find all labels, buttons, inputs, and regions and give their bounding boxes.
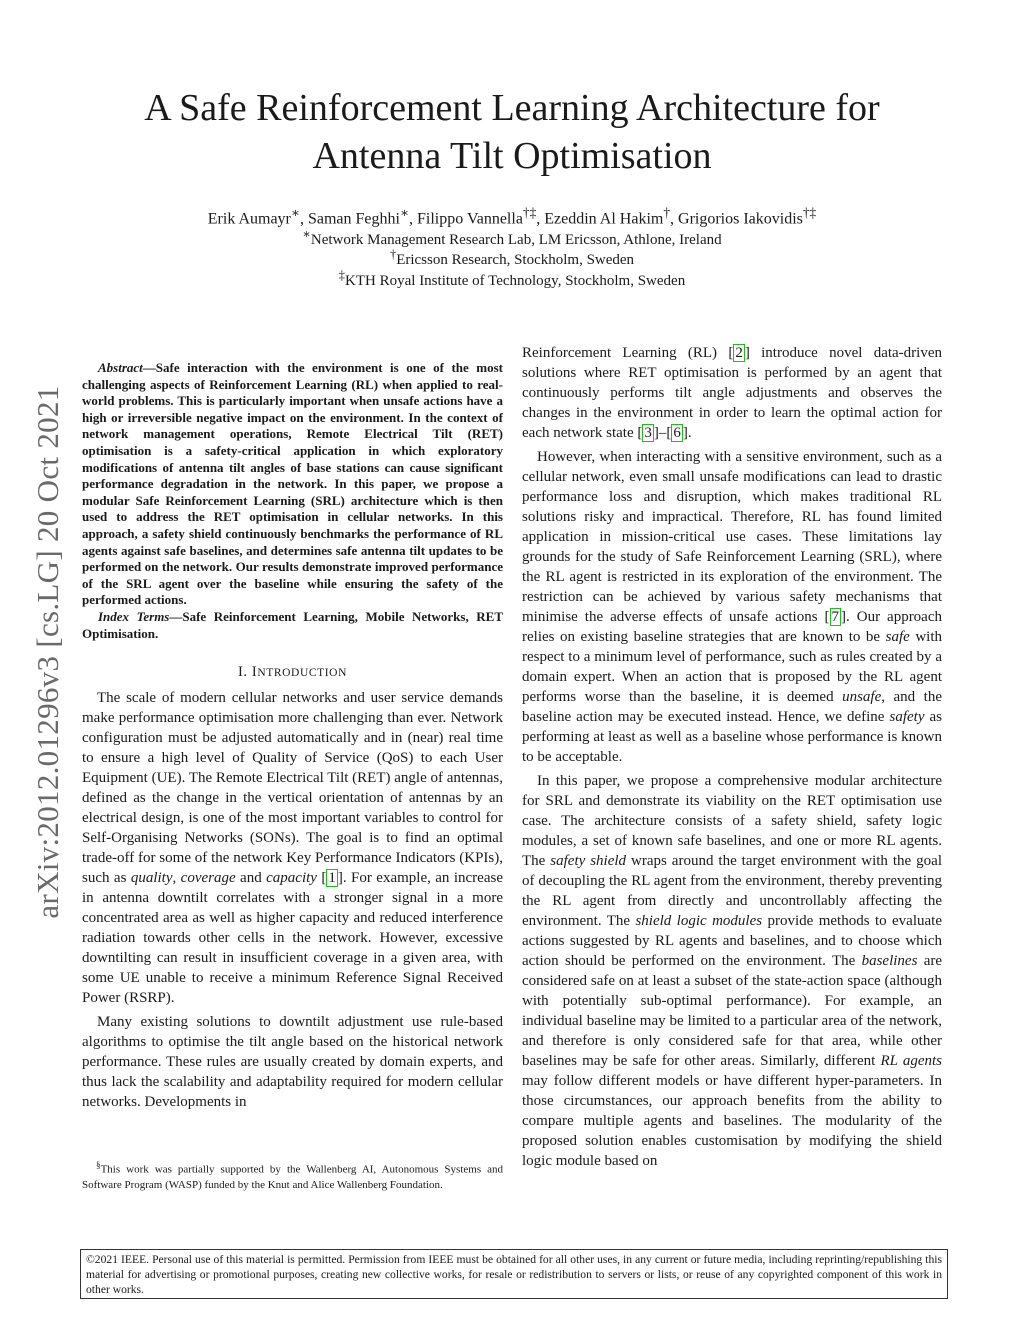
text-run: In this paper, we propose a comprehensive modular architecture for SRL and demonstrate its viability on the RET optimisation use case. The architecture consists of a safety shield, safety logic modules, a set of known safe baselines, and one or more RL agents. The	[522, 773, 942, 869]
text-run: –	[658, 425, 667, 441]
author-name: Erik Aumayr	[207, 210, 291, 228]
text-run: Reinforcement Learning (RL)	[522, 345, 729, 361]
author-mark: ∗	[399, 205, 409, 220]
affiliation-mark: ‡	[338, 268, 346, 282]
text-run-italic: RL agents	[880, 1053, 942, 1069]
author-mark: †‡	[802, 205, 817, 220]
author-name: Ezeddin Al Hakim	[544, 210, 664, 228]
text-run-italic: quality	[130, 870, 173, 887]
text-run-italic: safe	[885, 629, 910, 645]
text-run: , and the baseline action may be executed instead. Hence, we define	[522, 689, 943, 725]
paragraph: The scale of modern cellular networks and user service demands make performance optimisation more challenging than ever. Network configuration must be adjusted automatically and in (near) real time to ensure a high level of Quality of Service (QoS) to each User Equipment (UE). The Remote Electrical Tilt (RET) angle of antennas, defined as the change in the vertical orientation of antennas by an electrical design, is one of the most important variables to control for Self-Organising Networks (SONs). The goal is to find an optimal trade-off for some of the network Key Performance Indicators (KPIs), such as quality, coverage and capacity [ 1 ]. For example, an increase in antenna downtilt correlates with a stronger signal in a more concentrated area as well as higher capacity and reduced interference radiation towards other cells in the network. However, excessive downtilting can result in insufficient coverage in a given area, with some UE unable to receive a minimum Reference Signal Received Power (RSRP).	[82, 690, 503, 1007]
text-run: ,	[172, 870, 181, 887]
paragraph	[522, 771, 942, 1171]
section-heading-introduction	[82, 664, 503, 681]
text-run-italic: unsafe	[842, 689, 882, 705]
text-run: may follow different models or have different hyper-parameters. In those circumstances, our approach benefits from the ability to compare multiple agents and baselines. The modularity of the proposed solution enables customisation by modifying the shield logic module based on	[522, 1073, 942, 1169]
left-column	[82, 360, 503, 1116]
text-run: .	[687, 425, 692, 441]
affiliation-text: KTH Royal Institute of Technology, Stockholm, Sweden	[345, 273, 686, 289]
citation-link[interactable]: 2	[735, 345, 743, 361]
copyright-notice: ©2021 IEEE. Personal use of this material is permitted. Permission from IEEE must be obtained for all other uses, in any current or future media, including reprinting/republishing this material for advertising or promotional purposes, creating new collective works, for resale or redistribution to servers or lists, or reuse of any copyrighted component of this work in other works.	[80, 1249, 948, 1299]
arxiv-sidebar	[20, 352, 76, 952]
author-list: Erik Aumayr∗, Saman Feghhi∗, Filippo Vannella†‡, Ezeddin Al Hakim†, Grigorios Iakovidis†‡	[207, 205, 817, 228]
paragraph: However, when interacting with a sensitive environment, such as a cellular network, even small unsafe modifications can lead to drastic performance loss and disruption, which makes traditional RL solutions risky and impractical. Therefore, RL has found limited application in mission-critical use cases. These limitations lay grounds for the study of Safe Reinforcement Learning (SRL), where the RL agent is restricted in its exploration of the environment. The restriction can be achieved by various safety mechanisms that minimise the adverse effects of unsafe actions [ 7 ]. Our approach relies on existing baseline strategies that are known to be safe with respect to a minimum level of performance, such as rules created by a domain expert. When an action that is proposed by the RL agent performs worse than the baseline, it is deemed unsafe, and the baseline action may be executed instead. Hence, we define safety as performing at least as well as a baseline whose performance is known to be acceptable.	[522, 449, 943, 765]
text-run: provide methods to evaluate actions suggested by RL agents and baselines, and to choose which action should be performed on the environment. The	[522, 913, 942, 969]
footnote-text: This work was partially supported by the Wallenberg AI, Autonomous Systems and Software Program (WASP) funded by the Knut and Alice Wallenberg Foundation.	[82, 1163, 503, 1191]
abstract-text: —Safe interaction with the environment is one of the most challenging aspects of Reinforcement Learning (RL) when applied to real-world problems. This is particularly important when unsafe actions have a high or irreversible negative impact on the environment. In the context of network management operations, Remote Electrical Tilt (RET) optimisation is a safety-critical application in which exploratory modifications of antenna tilt angles of base stations can cause significant performance degradation in the network. In this paper, we propose a modular Safe Reinforcement Learning (SRL) architecture which is then used to address the RET optimisation in cellular networks. In this approach, a safety shield continuously benchmarks the performance of RL agents against safe baselines, and determines safe antenna tilt updates to be performed on the network. Our results demonstrate improved performance of the SRL agent over the baseline while ensuring the safety of the performed actions.	[82, 360, 503, 608]
affiliation-mark: †	[389, 247, 397, 261]
text-run: . For example, an increase in antenna downtilt correlates with a stronger signal in a more concentrated area as well as higher capacity and reduced interference radiation towards other cells in the network. However, excessive downtilting can result in insufficient coverage in a given area, with some UE unable to receive a minimum Reference Signal Received Power (RSRP).	[82, 870, 503, 1007]
index-terms-label: Index Terms	[98, 608, 170, 624]
introduction-body	[82, 688, 503, 1112]
arxiv-identifier: arXiv:2012.01296v3 [cs.LG] 20 Oct 2021	[30, 385, 65, 919]
affiliation-mark: ∗	[302, 227, 311, 241]
text-run: wraps around the target environment with the goal of decoupling the RL agent from the environment, thereby preventing the RL agent from directly and uncontrollably affecting the environment. The	[522, 853, 942, 929]
citation-link[interactable]: 6	[673, 425, 681, 441]
abstract-paragraph	[82, 360, 503, 609]
author-name: Filippo Vannella	[417, 210, 523, 228]
right-column	[522, 343, 942, 1175]
title-line-2: Antenna Tilt Optimisation	[312, 135, 712, 177]
citation-link[interactable]: 7	[831, 609, 840, 625]
text-run: as performing at least as well as a baseline whose performance is known to be acceptable.	[522, 709, 942, 765]
text-run-italic: shield logic modules	[635, 913, 763, 929]
section-title-rest: NTRODUCTION	[257, 667, 347, 680]
text-run-italic: safety	[889, 709, 925, 725]
title-line-1: A Safe Reinforcement Learning Architecture for	[144, 87, 880, 129]
citation-link[interactable]: 1	[328, 870, 336, 887]
section-numeral: I.	[238, 664, 252, 681]
author-name: Grigorios Iakovidis	[678, 210, 803, 228]
abstract	[82, 360, 503, 642]
author-mark: †	[663, 205, 671, 220]
affiliation-text: Network Management Research Lab, LM Ericsson, Athlone, Ireland	[310, 232, 722, 248]
text-run-italic: baselines	[861, 953, 918, 969]
index-terms	[82, 609, 503, 642]
text-run: are considered safe on at least a subset of the state-action space (although with potentially sub-optimal performance). For example, an individual baseline may be limited to a particular area of the network, and therefore is only considered safe for that area, while other baselines may be safe for other areas. Similarly, different	[522, 953, 943, 1069]
paragraph: Many existing solutions to downtilt adjustment use rule-based algorithms to optimise the tilt angle based on the historical network performance. These rules are usually created by domain experts, and thus lack the scalability and adaptability required for modern cellular networks. Developments in	[82, 1014, 503, 1111]
abstract-label: Abstract	[98, 360, 143, 375]
text-run: introduce novel data-driven solutions where RET optimisation is performed by an agent that continuously performs tilt angle adjustments and observes the changes in the environment in order to learn the optimal action for each network state	[522, 345, 942, 441]
text-run: The scale of modern cellular networks and user service demands make performance optimisation more challenging than ever. Network configuration must be adjusted automatically and in (near) real time to ensure a high level of Quality of Service (QoS) to each User Equipment (UE). The Remote Electrical Tilt (RET) angle of antennas, defined as the change in the vertical orientation of antennas by an electrical design, is one of the most important variables to control for Self-Organising Networks (SONs). The goal is to find an optimal trade-off for some of the network Key Performance Indicators (KPIs), such as	[82, 690, 503, 887]
paragraph: Reinforcement Learning (RL) [ 2 ] introduce novel data-driven solutions where RET optimisation is performed by an agent that continuously performs tilt angle adjustments and observes the changes in the environment in order to learn the optimal action for each network state [ 3 ]–[ 6 ].	[522, 345, 942, 441]
footnote-mark: §	[96, 1160, 101, 1170]
affiliation-kth	[60, 265, 964, 291]
text-run-italic: capacity	[266, 870, 317, 887]
paper-title	[60, 84, 964, 180]
text-run: with respect to a minimum level of performance, such as rules created by a domain expert. When an action that is proposed by the RL agent performs worse than the baseline, it is deemed	[522, 629, 943, 705]
index-terms-text: —Safe Reinforcement Learning, Mobile Networks, RET Optimisation.	[82, 608, 503, 641]
text-run: However, when interacting with a sensitive environment, such as a cellular network, even small unsafe modifications can lead to drastic performance loss and disruption, which makes traditional RL solutions risky and impractical. Therefore, RL has found limited application in mission-critical use cases. These limitations lay grounds for the study of Safe Reinforcement Learning (SRL), where the RL agent is restricted in its exploration of the environment. The restriction can be achieved by various safety mechanisms that minimise the adverse effects of unsafe actions	[522, 449, 942, 625]
footnote	[82, 1158, 503, 1193]
citation-link[interactable]: 3	[644, 425, 652, 441]
affiliation-text: Ericsson Research, Stockholm, Sweden	[396, 252, 635, 268]
text-run: . Our approach relies on existing baseline strategies that are known to be	[522, 609, 943, 645]
text-run: and	[235, 870, 267, 887]
section-initial: I	[251, 664, 258, 681]
text-run-italic: coverage	[180, 870, 236, 887]
author-mark: ∗	[290, 205, 300, 220]
author-name: Saman Feghhi	[307, 210, 400, 228]
author-mark: †‡	[522, 205, 537, 220]
text-run-italic: safety shield	[550, 853, 627, 869]
